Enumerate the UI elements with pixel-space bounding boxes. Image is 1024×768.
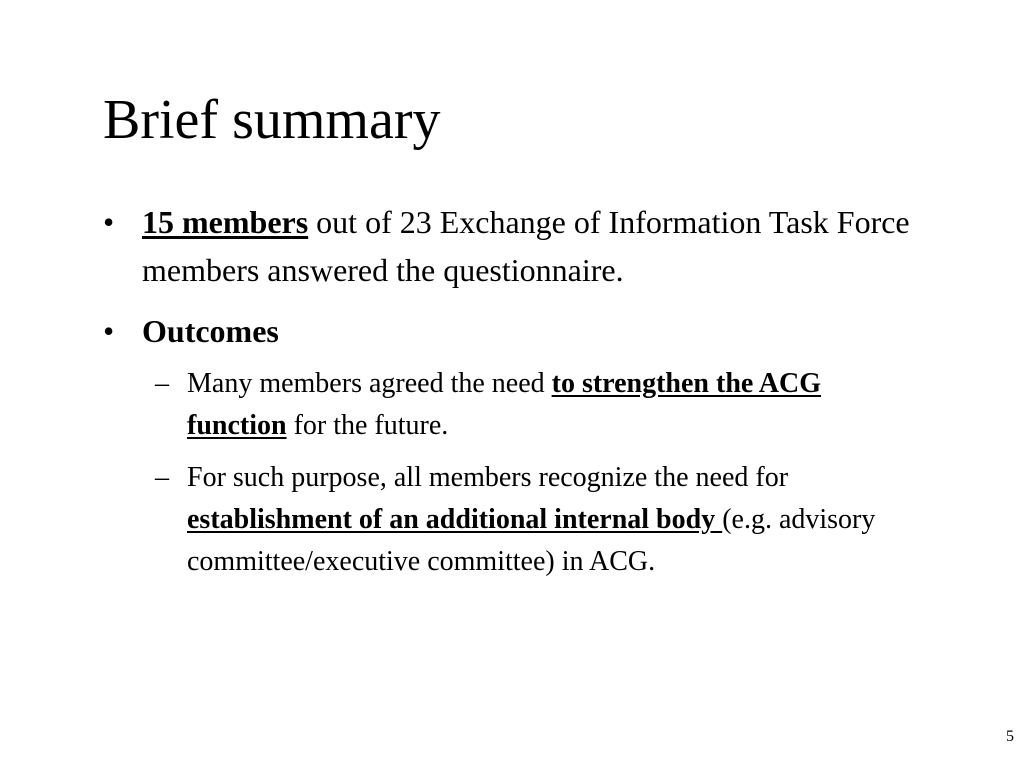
sub-item-emphasis: to strengthen the ACG function xyxy=(187,368,822,441)
dash-icon: – xyxy=(155,368,169,399)
sub-item-internal-body xyxy=(0,457,1024,583)
dash-icon: – xyxy=(155,462,169,493)
page-number: 5 xyxy=(1006,728,1014,745)
bullet-item-outcomes xyxy=(0,307,1024,355)
respondent-count-text: 15 members xyxy=(142,204,309,240)
respondent-detail-text: out of 23 Exchange of Information Task Force members answered the questionnaire. xyxy=(142,204,910,288)
bullet-icon: • xyxy=(103,313,115,349)
sub-item-text: (e.g. advisory committee/executive committee) in ACG. xyxy=(187,504,876,577)
sub-item-text: Many members agreed the need xyxy=(187,368,552,399)
sub-item-text: For such purpose, all members recognize the need for xyxy=(187,462,789,493)
slide-title: Brief summary xyxy=(103,89,441,151)
bullet-item-respondents xyxy=(0,198,1024,294)
slide-body xyxy=(0,198,1024,583)
sub-item-emphasis: establishment of an additional internal body xyxy=(187,504,723,535)
sub-item-text: for the future. xyxy=(286,410,449,441)
bullet-icon: • xyxy=(103,204,115,240)
sub-item-strengthen xyxy=(0,363,1024,447)
outcomes-heading: Outcomes xyxy=(142,313,279,349)
